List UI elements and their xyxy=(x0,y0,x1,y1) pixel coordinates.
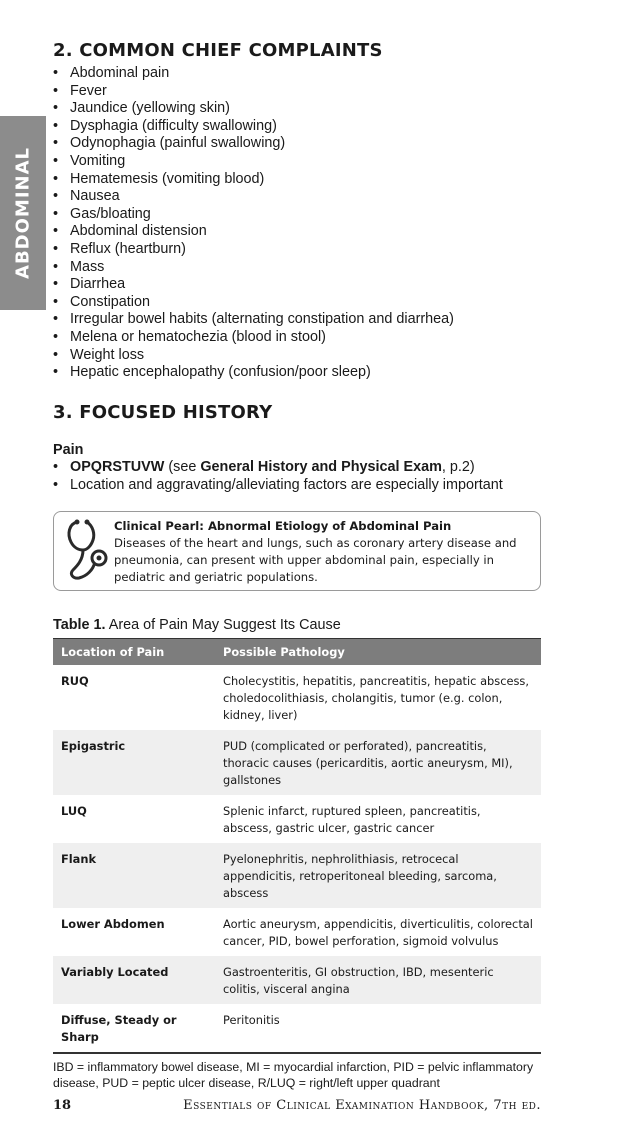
clinical-pearl-title: Clinical Pearl: Abnormal Etiology of Abdominal Pain xyxy=(114,519,452,534)
clinical-pearl-text xyxy=(114,518,532,586)
clinical-pearl-box xyxy=(53,511,541,591)
list-item: • Odynophagia (painful swallowing) xyxy=(53,135,541,153)
list-item: • Irregular bowel habits (alternating constipation and diarrhea) xyxy=(53,311,541,329)
cell-pathology: Peritonitis xyxy=(215,1004,541,1053)
list-item: • Constipation xyxy=(53,294,541,312)
list-item: • Gas/bloating xyxy=(53,206,541,224)
table-row xyxy=(53,665,541,730)
pain-subheading: Pain xyxy=(53,441,84,458)
list-item: • Dysphagia (difficulty swallowing) xyxy=(53,118,541,136)
list-item: • Location and aggravating/alleviating factors are especially important xyxy=(53,477,541,495)
focused-history-heading: 3. FOCUSED HISTORY xyxy=(53,401,273,423)
complaints-heading: 2. COMMON CHIEF COMPLAINTS xyxy=(53,40,383,61)
cell-pathology: Aortic aneurysm, appendicitis, diverticulitis, colorectal cancer, PID, bowel perforation, sigmoid volvulus xyxy=(223,917,533,949)
list-item: • Nausea xyxy=(53,188,541,206)
column-header-location: Location of Pain xyxy=(53,639,215,666)
cell-pathology: Pyelonephritis, nephrolithiasis, retrocecal appendicitis, retroperitoneal bleeding, sarcoma, abscess xyxy=(215,843,541,908)
table-row xyxy=(53,956,541,1004)
clinical-pearl-body: Diseases of the heart and lungs, such as coronary artery disease and pneumonia, can present with upper abdominal pain, especially in pediatric and geriatric populations. xyxy=(114,536,517,585)
table-row xyxy=(53,795,541,843)
list-item: • Hematemesis (vomiting blood) xyxy=(53,171,541,189)
column-header-pathology: Possible Pathology xyxy=(215,639,541,666)
page-number: 18 xyxy=(53,1098,72,1113)
list-item xyxy=(53,459,541,477)
list-item: • Vomiting xyxy=(53,153,541,171)
list-item: • Diarrhea xyxy=(53,276,541,294)
table-row xyxy=(53,1004,541,1053)
section-side-tab xyxy=(0,116,46,310)
cell-pathology: Gastroenteritis, GI obstruction, IBD, mesenteric colitis, visceral angina xyxy=(215,956,541,1004)
list-item: • Abdominal pain xyxy=(53,65,541,83)
table-row xyxy=(53,730,541,795)
table-footnote: IBD = inflammatory bowel disease, MI = myocardial infarction, PID = pelvic inflammatory disease, PUD = peptic ulcer disease, R/LUQ = right/left upper quadrant xyxy=(53,1060,534,1091)
book-title: Essentials of Clinical Examination Handbook, 7th ed. xyxy=(183,1098,541,1113)
stethoscope-icon xyxy=(63,516,111,580)
list-item: • Jaundice (yellowing skin) xyxy=(53,100,541,118)
list-item: • Hepatic encephalopathy (confusion/poor sleep) xyxy=(53,364,541,382)
opqrstuvw-term: OPQRSTUVW xyxy=(70,459,165,476)
cell-pathology: PUD (complicated or perforated), pancreatitis, thoracic causes (pericarditis, aortic aneurysm, MI), gallstones xyxy=(215,730,541,795)
cell-location: LUQ xyxy=(61,804,87,819)
table-caption xyxy=(53,616,541,634)
table-caption-text: Area of Pain May Suggest Its Cause xyxy=(105,617,341,634)
cell-pathology: Splenic infarct, ruptured spleen, pancreatitis, abscess, gastric ulcer, gastric cancer xyxy=(223,804,481,836)
cross-reference-link[interactable]: General History and Physical Exam xyxy=(200,459,442,476)
list-item: • Weight loss xyxy=(53,347,541,365)
list-item: • Reflux (heartburn) xyxy=(53,241,541,259)
list-item: • Melena or hematochezia (blood in stool) xyxy=(53,329,541,347)
table-row xyxy=(53,843,541,908)
table-header-row xyxy=(53,639,541,666)
list-item: • Abdominal distension xyxy=(53,223,541,241)
table-number: Table 1. xyxy=(53,617,106,634)
cell-location: Lower Abdomen xyxy=(61,917,165,932)
cell-location: Variably Located xyxy=(53,956,215,1004)
cell-location: Flank xyxy=(53,843,215,908)
table-row xyxy=(53,908,541,956)
cell-location: Epigastric xyxy=(53,730,215,795)
page-content xyxy=(53,40,541,1091)
complaints-list xyxy=(53,65,541,382)
cell-location: RUQ xyxy=(61,674,89,689)
see-text: (see xyxy=(164,459,201,476)
pain-pathology-table xyxy=(53,638,541,1054)
page-ref-text: , p.2) xyxy=(441,459,475,476)
cell-pathology: Cholecystitis, hepatitis, pancreatitis, hepatic abscess, choledocolithiasis, cholangitis, tumor (e.g. colon, kidney, liver) xyxy=(223,674,529,723)
list-item: • Fever xyxy=(53,83,541,101)
list-item: • Mass xyxy=(53,259,541,277)
pain-list xyxy=(53,459,541,494)
cell-location: Diffuse, Steady or Sharp xyxy=(53,1004,215,1053)
side-tab-label: ABDOMINAL xyxy=(12,147,34,279)
